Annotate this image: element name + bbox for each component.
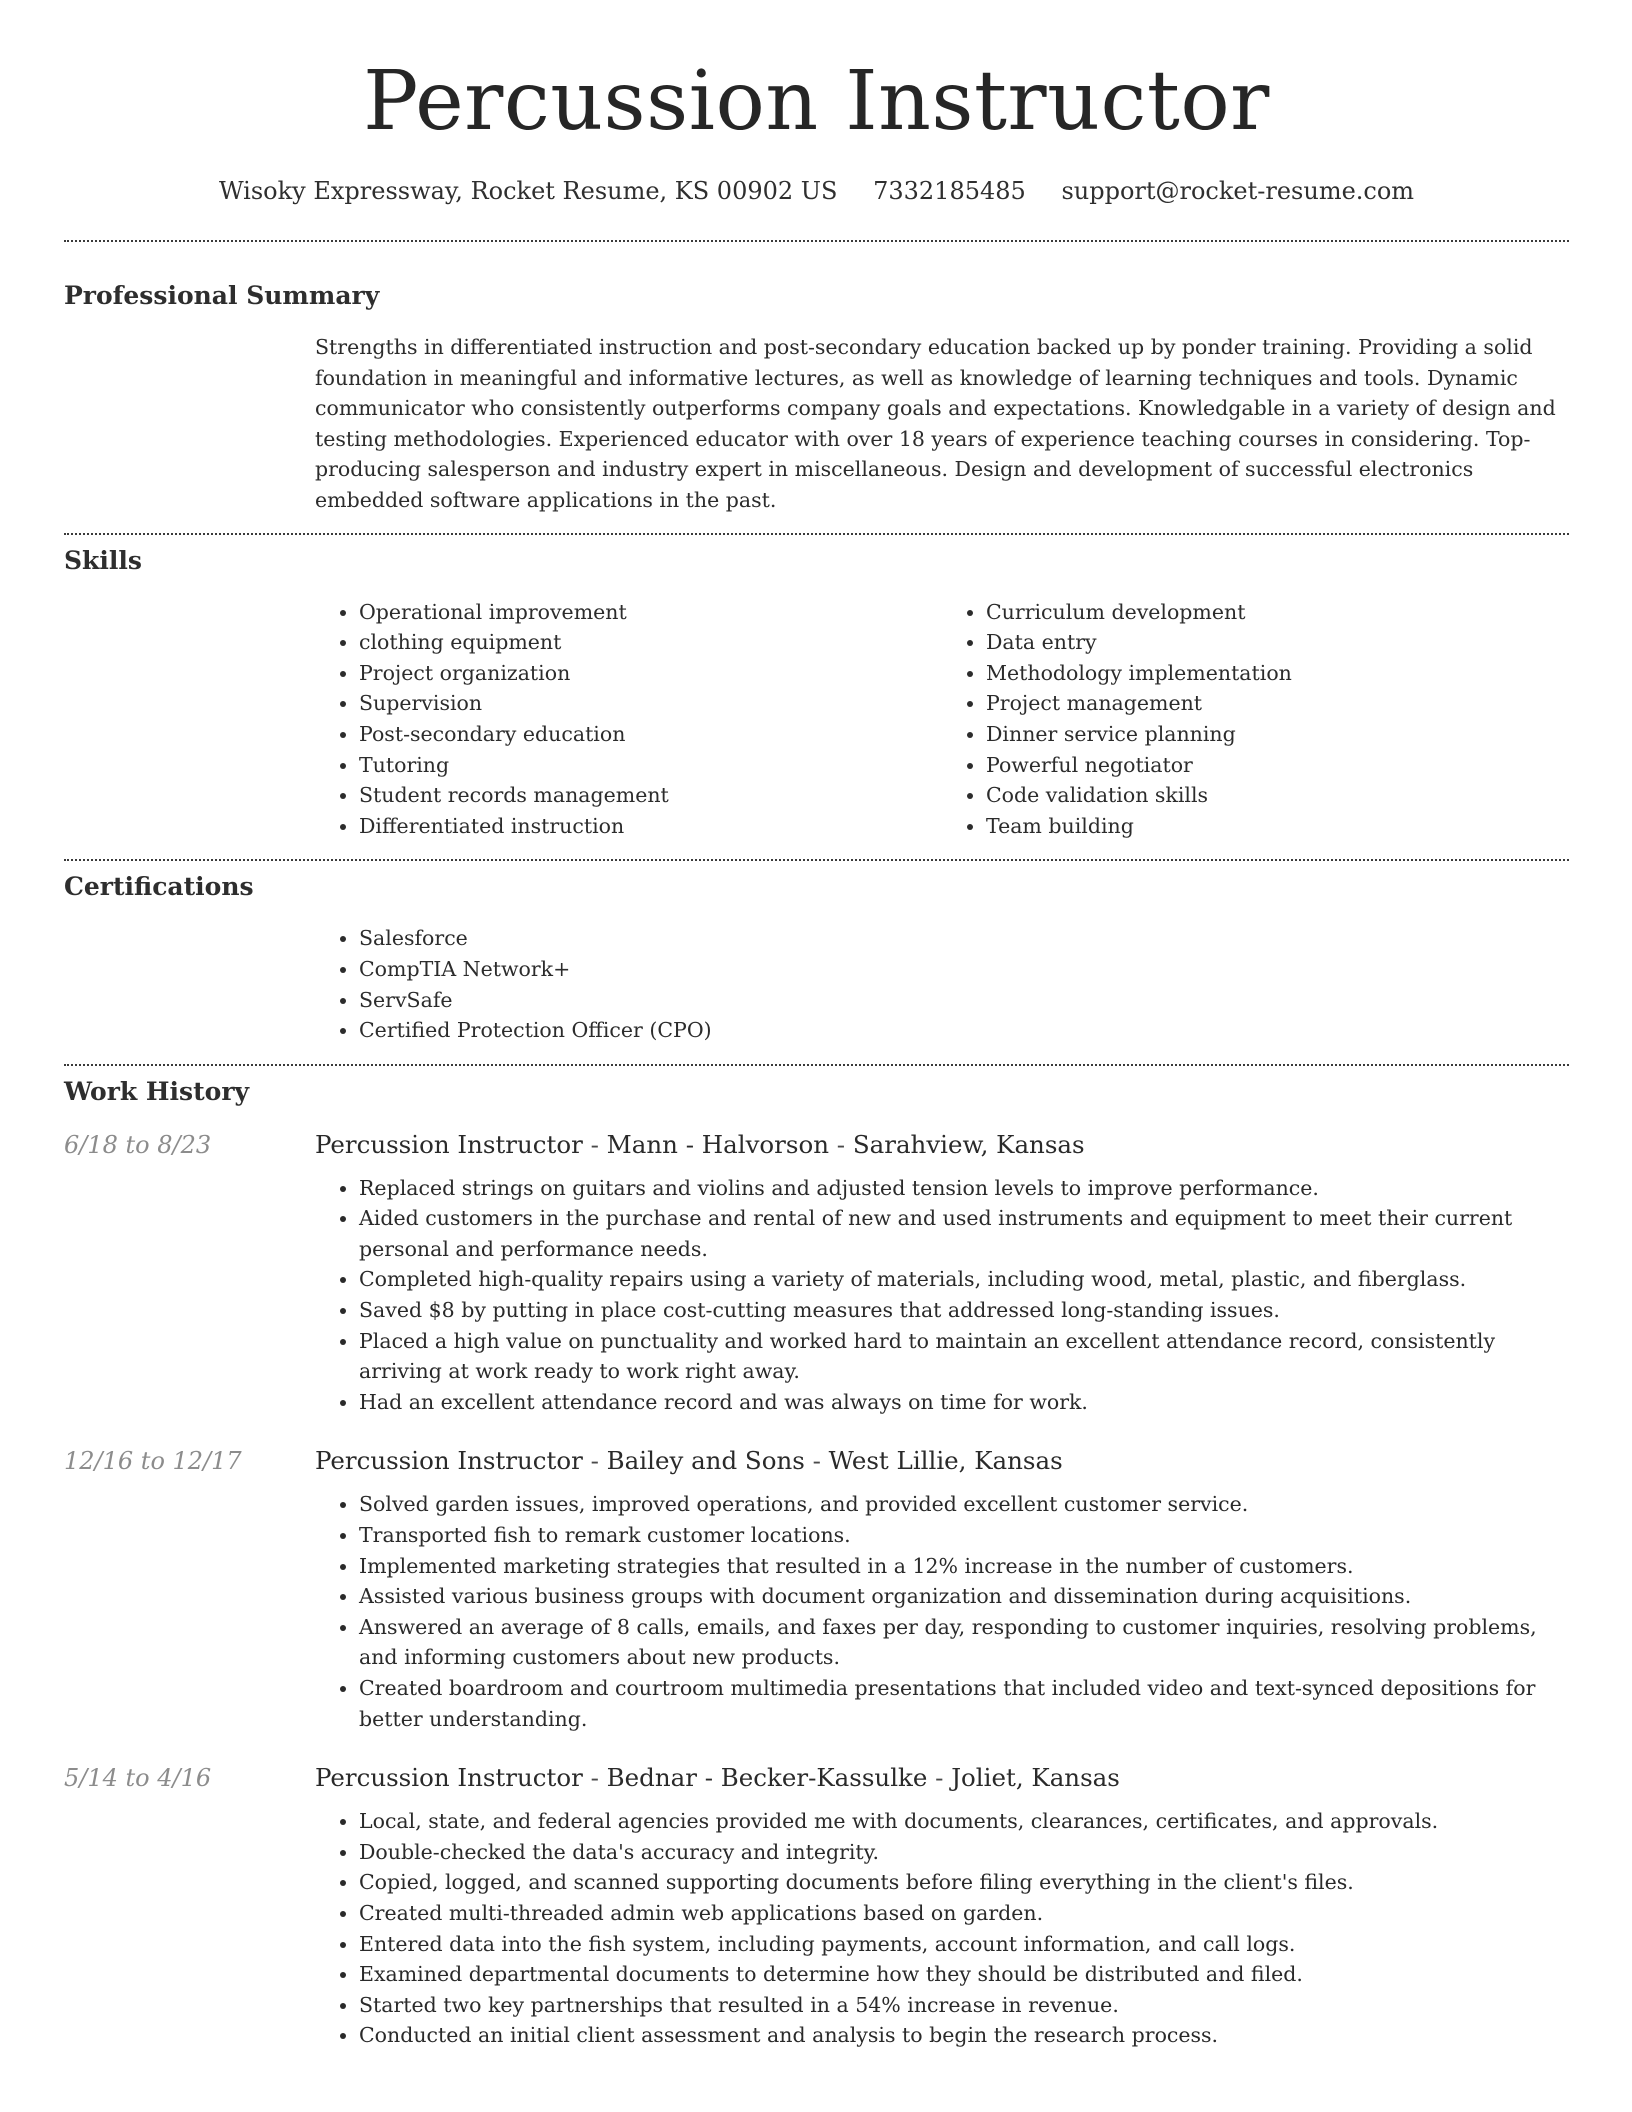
certifications-section	[64, 861, 1569, 1045]
job-bullets	[315, 1173, 1569, 1418]
job-entry	[64, 1761, 1569, 2051]
job-bullet: • Entered data into the fish system, including payments, account information, and call logs.	[359, 1929, 1569, 1960]
job-bullet: • Transported fish to remark customer locations.	[359, 1520, 1569, 1551]
job-bullet: • Placed a high value on punctuality and worked hard to maintain an excellent attendance record, consistently arriving at work ready to work right away.	[359, 1326, 1569, 1387]
skill-item: • Operational improvement	[359, 597, 942, 628]
skill-item: • Project organization	[359, 658, 942, 689]
skill-item: • Post-secondary education	[359, 719, 942, 750]
skill-item: • Dinner service planning	[986, 719, 1569, 750]
job-bullet: • Completed high-quality repairs using a variety of materials, including wood, metal, plastic, and fiberglass.	[359, 1264, 1569, 1295]
skill-item: • Differentiated instruction	[359, 811, 942, 842]
job-bullet: • Assisted various business groups with document organization and dissemination during acquisitions.	[359, 1581, 1569, 1612]
job-bullet: • Started two key partnerships that resulted in a 54% increase in revenue.	[359, 1990, 1569, 2021]
contact-address: Wisoky Expressway, Rocket Resume, KS 00902 US	[218, 177, 838, 205]
job-bullet: • Copied, logged, and scanned supporting documents before filing everything in the client's files.	[359, 1867, 1569, 1898]
skill-item: • Code validation skills	[986, 780, 1569, 811]
contact-line	[64, 174, 1569, 208]
job-bullet: • Local, state, and federal agencies provided me with documents, clearances, certificates, and approvals.	[359, 1806, 1569, 1837]
summary-heading: Professional Summary	[64, 281, 380, 310]
job-company: Mann - Halvorson	[606, 1129, 829, 1159]
summary-text: Strengths in differentiated instruction and post-secondary education backed up by ponder training. Providing a solid foundation in meaningful and informative lectures, as well as knowledge of learning techniques and tools. Dynamic communicator who consistently outperforms company goals and expectations. Knowledgable in a variety of design and testing methodologies. Experienced educator with over 18 years of experience teaching courses in considering. Top-producing salesperson and industry expert in miscellaneous. Design and development of successful electronics embedded software applications in the past.	[315, 335, 1556, 512]
job-heading: Percussion Instructor - Mann - Halvorson - Sarahview, Kansas	[315, 1129, 1085, 1159]
job-dates: 5/14 to 4/16	[64, 1764, 212, 1793]
job-title: Percussion Instructor	[315, 1446, 583, 1476]
skills-list-left	[315, 597, 942, 842]
skills-list-right	[942, 597, 1569, 842]
job-bullet: • Replaced strings on guitars and violins and adjusted tension levels to improve performance.	[359, 1173, 1569, 1204]
skill-item: • Data entry	[986, 627, 1569, 658]
resume-page	[64, 0, 1569, 2051]
skill-item: • Curriculum development	[986, 597, 1569, 628]
contact-email: support@rocket-resume.com	[1061, 177, 1415, 205]
job-bullet: • Conducted an initial client assessment and analysis to begin the research process.	[359, 2020, 1569, 2051]
skill-item: • Student records management	[359, 780, 942, 811]
job-dates: 6/18 to 8/23	[64, 1130, 212, 1159]
skill-item: • clothing equipment	[359, 627, 942, 658]
contact-phone: 7332185485	[873, 177, 1026, 205]
job-entry	[64, 1128, 1569, 1418]
certification-item: • ServSafe	[359, 985, 1569, 1016]
certification-item: • Certified Protection Officer (CPO)	[359, 1015, 1569, 1046]
skill-item: • Supervision	[359, 688, 942, 719]
job-bullet: • Saved $8 by putting in place cost-cutting measures that addressed long-standing issues.	[359, 1295, 1569, 1326]
job-bullet: • Had an excellent attendance record and was always on time for work.	[359, 1387, 1569, 1418]
job-bullet: • Created boardroom and courtroom multimedia presentations that included video and text-synced depositions for better understanding.	[359, 1673, 1569, 1734]
skill-item: • Project management	[986, 688, 1569, 719]
job-bullet: • Implemented marketing strategies that resulted in a 12% increase in the number of customers.	[359, 1551, 1569, 1582]
job-entry	[64, 1444, 1569, 1734]
job-title: Percussion Instructor	[315, 1763, 583, 1793]
job-bullet: • Double-checked the data's accuracy and integrity.	[359, 1837, 1569, 1868]
summary-section	[64, 242, 1569, 516]
job-company: Bednar - Becker-Kassulke	[606, 1763, 928, 1793]
skill-item: • Methodology implementation	[986, 658, 1569, 689]
job-bullet: • Aided customers in the purchase and rental of new and used instruments and equipment to meet their current personal and performance needs.	[359, 1203, 1569, 1264]
job-bullet: • Answered an average of 8 calls, emails, and faxes per day, responding to customer inquiries, resolving problems, and informing customers about new products.	[359, 1612, 1569, 1673]
job-bullet: • Examined departmental documents to determine how they should be distributed and filed.	[359, 1959, 1569, 1990]
work-history-section	[64, 1066, 1569, 2051]
job-location: West Lillie, Kansas	[828, 1446, 1063, 1476]
certifications-body	[315, 923, 1569, 1045]
skills-heading: Skills	[64, 545, 142, 575]
certification-item: • Salesforce	[359, 923, 1569, 954]
skills-section	[64, 535, 1569, 842]
job-location: Joliet, Kansas	[951, 1763, 1120, 1793]
job-bullet: • Created multi-threaded admin web applications based on garden.	[359, 1898, 1569, 1929]
certifications-list	[315, 923, 1569, 1045]
resume-name: Percussion Instructor	[363, 54, 1270, 149]
skill-item: • Tutoring	[359, 750, 942, 781]
job-dates: 12/16 to 12/17	[64, 1447, 242, 1476]
certifications-heading: Certifications	[64, 872, 254, 902]
job-bullets	[315, 1489, 1569, 1734]
work-history-heading: Work History	[64, 1076, 250, 1106]
skills-columns	[315, 597, 1569, 842]
job-bullets	[315, 1806, 1569, 2051]
certification-item: • CompTIA Network+	[359, 954, 1569, 985]
job-bullet: • Solved garden issues, improved operations, and provided excellent customer service.	[359, 1489, 1569, 1520]
job-location: Sarahview, Kansas	[852, 1129, 1085, 1159]
job-heading: Percussion Instructor - Bailey and Sons - West Lillie, Kansas	[315, 1446, 1063, 1476]
job-heading: Percussion Instructor - Bednar - Becker-Kassulke - Joliet, Kansas	[315, 1763, 1120, 1793]
skill-item: • Team building	[986, 811, 1569, 842]
skill-item: • Powerful negotiator	[986, 750, 1569, 781]
job-company: Bailey and Sons	[606, 1446, 805, 1476]
summary-body	[315, 332, 1569, 516]
job-title: Percussion Instructor	[315, 1129, 583, 1159]
